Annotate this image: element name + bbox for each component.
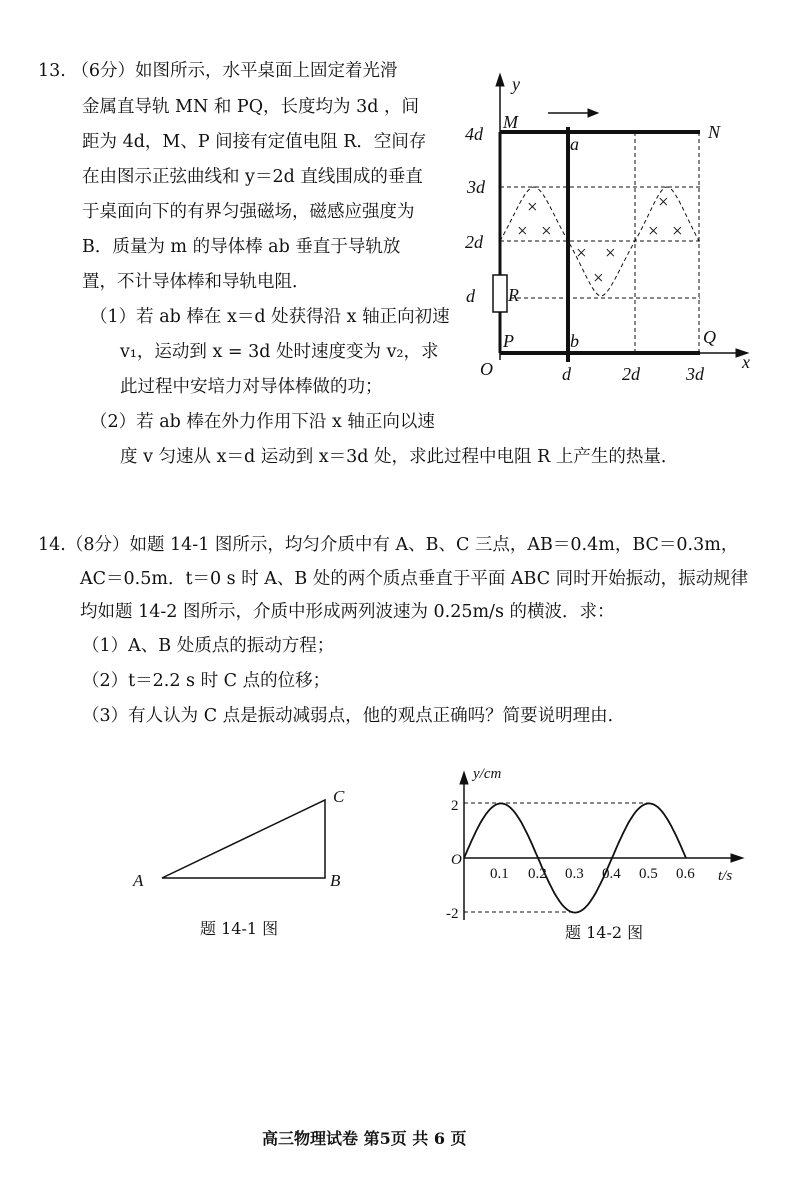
q13-line: 13. （6分）如图所示，水平桌面上固定着光滑 — [38, 61, 398, 81]
svg-text:N: N — [708, 122, 721, 142]
svg-text:×: × — [541, 221, 552, 242]
svg-text:y/cm: y/cm — [473, 766, 502, 782]
svg-text:C: C — [333, 787, 345, 806]
svg-text:×: × — [672, 221, 683, 242]
q14-subquestion-1: （1）A、B 处质点的振动方程； — [82, 636, 335, 656]
svg-text:R: R — [508, 285, 519, 305]
svg-text:0.1: 0.1 — [490, 866, 509, 882]
svg-text:O: O — [480, 359, 493, 379]
q14-subquestion-3: （3）有人认为 C 点是振动减弱点，他的观点正确吗？简要说明理由． — [82, 706, 626, 726]
q13-subquestion-2: （2）若 ab 棒在外力作用下沿 x 轴正向以速 — [90, 412, 435, 432]
svg-text:0.6: 0.6 — [676, 866, 695, 882]
svg-text:0.2: 0.2 — [528, 866, 547, 882]
svg-text:×: × — [527, 197, 538, 218]
q14-line: 均如题 14-2 图所示，介质中形成两列波速为 0.25m/s 的横波．求： — [80, 602, 615, 622]
svg-text:P: P — [503, 331, 514, 351]
svg-text:×: × — [576, 243, 587, 264]
svg-text:3d: 3d — [686, 364, 704, 384]
svg-text:2d: 2d — [465, 232, 483, 252]
svg-text:b: b — [570, 331, 579, 351]
q13-line: 金属直导轨 MN 和 PQ，长度均为 3d ，间 — [82, 97, 420, 117]
svg-text:d: d — [562, 364, 571, 384]
svg-text:×: × — [648, 221, 659, 242]
svg-text:×: × — [605, 243, 616, 264]
svg-text:A: A — [133, 871, 144, 890]
svg-text:d: d — [466, 286, 475, 306]
svg-text:3d: 3d — [467, 177, 485, 197]
svg-text:2d: 2d — [622, 364, 640, 384]
svg-text:t/s: t/s — [718, 868, 733, 884]
q13-line: 此过程中安培力对导体棒做的功； — [120, 377, 383, 397]
q13-line: 在由图示正弦曲线和 y＝2d 直线围成的垂直 — [82, 167, 423, 187]
q14-subquestion-2: （2）t＝2.2 s 时 C 点的位移； — [82, 671, 331, 691]
q14-line: 14.（8分）如题 14-1 图所示，均匀介质中有 A、B、C 三点，AB＝0.4m，BC＝0.3m， — [38, 535, 739, 555]
q13-line: 度 v 匀速从 x＝d 运动到 x＝3d 处，求此过程中电阻 R 上产生的热量． — [120, 447, 679, 467]
svg-text:0.4: 0.4 — [602, 866, 621, 882]
svg-text:a: a — [570, 134, 579, 154]
svg-text:×: × — [593, 268, 604, 289]
q13-line: 于桌面向下的有界匀强磁场，磁感应强度为 — [82, 202, 415, 222]
svg-text:×: × — [517, 221, 528, 242]
svg-text:2: 2 — [451, 798, 459, 814]
q13-subquestion-1: （1）若 ab 棒在 x＝d 处获得沿 x 轴正向初速 — [90, 307, 450, 327]
svg-text:B: B — [330, 871, 341, 890]
svg-text:×: × — [658, 192, 669, 213]
svg-text:y: y — [512, 74, 520, 94]
q13-line: 距为 4d，M、P 间接有定值电阻 R．空间存 — [82, 132, 427, 152]
svg-text:-2: -2 — [446, 906, 459, 922]
svg-text:O: O — [451, 852, 462, 868]
svg-text:M: M — [503, 112, 518, 132]
figure-14-1-caption: 题 14-1 图 — [200, 919, 279, 938]
svg-text:x: x — [742, 352, 750, 372]
q13-line: 置，不计导体棒和导轨电阻． — [82, 272, 310, 292]
svg-text:0.5: 0.5 — [639, 866, 658, 882]
q13-line: v₁，运动到 x = 3d 处时速度变为 v₂，求 — [120, 342, 439, 362]
q13-line: B．质量为 m 的导体棒 ab 垂直于导轨放 — [82, 237, 401, 257]
q14-line: AC＝0.5m．t＝0 s 时 A、B 处的两个质点垂直于平面 ABC 同时开始振动，振动规律 — [80, 569, 749, 589]
page-footer: 高三物理试卷 第5页 共 6 页 — [262, 1129, 467, 1148]
svg-text:0.3: 0.3 — [565, 866, 584, 882]
figure-14-2-caption: 题 14-2 图 — [565, 923, 644, 942]
svg-text:Q: Q — [703, 327, 716, 347]
svg-text:4d: 4d — [465, 124, 483, 144]
